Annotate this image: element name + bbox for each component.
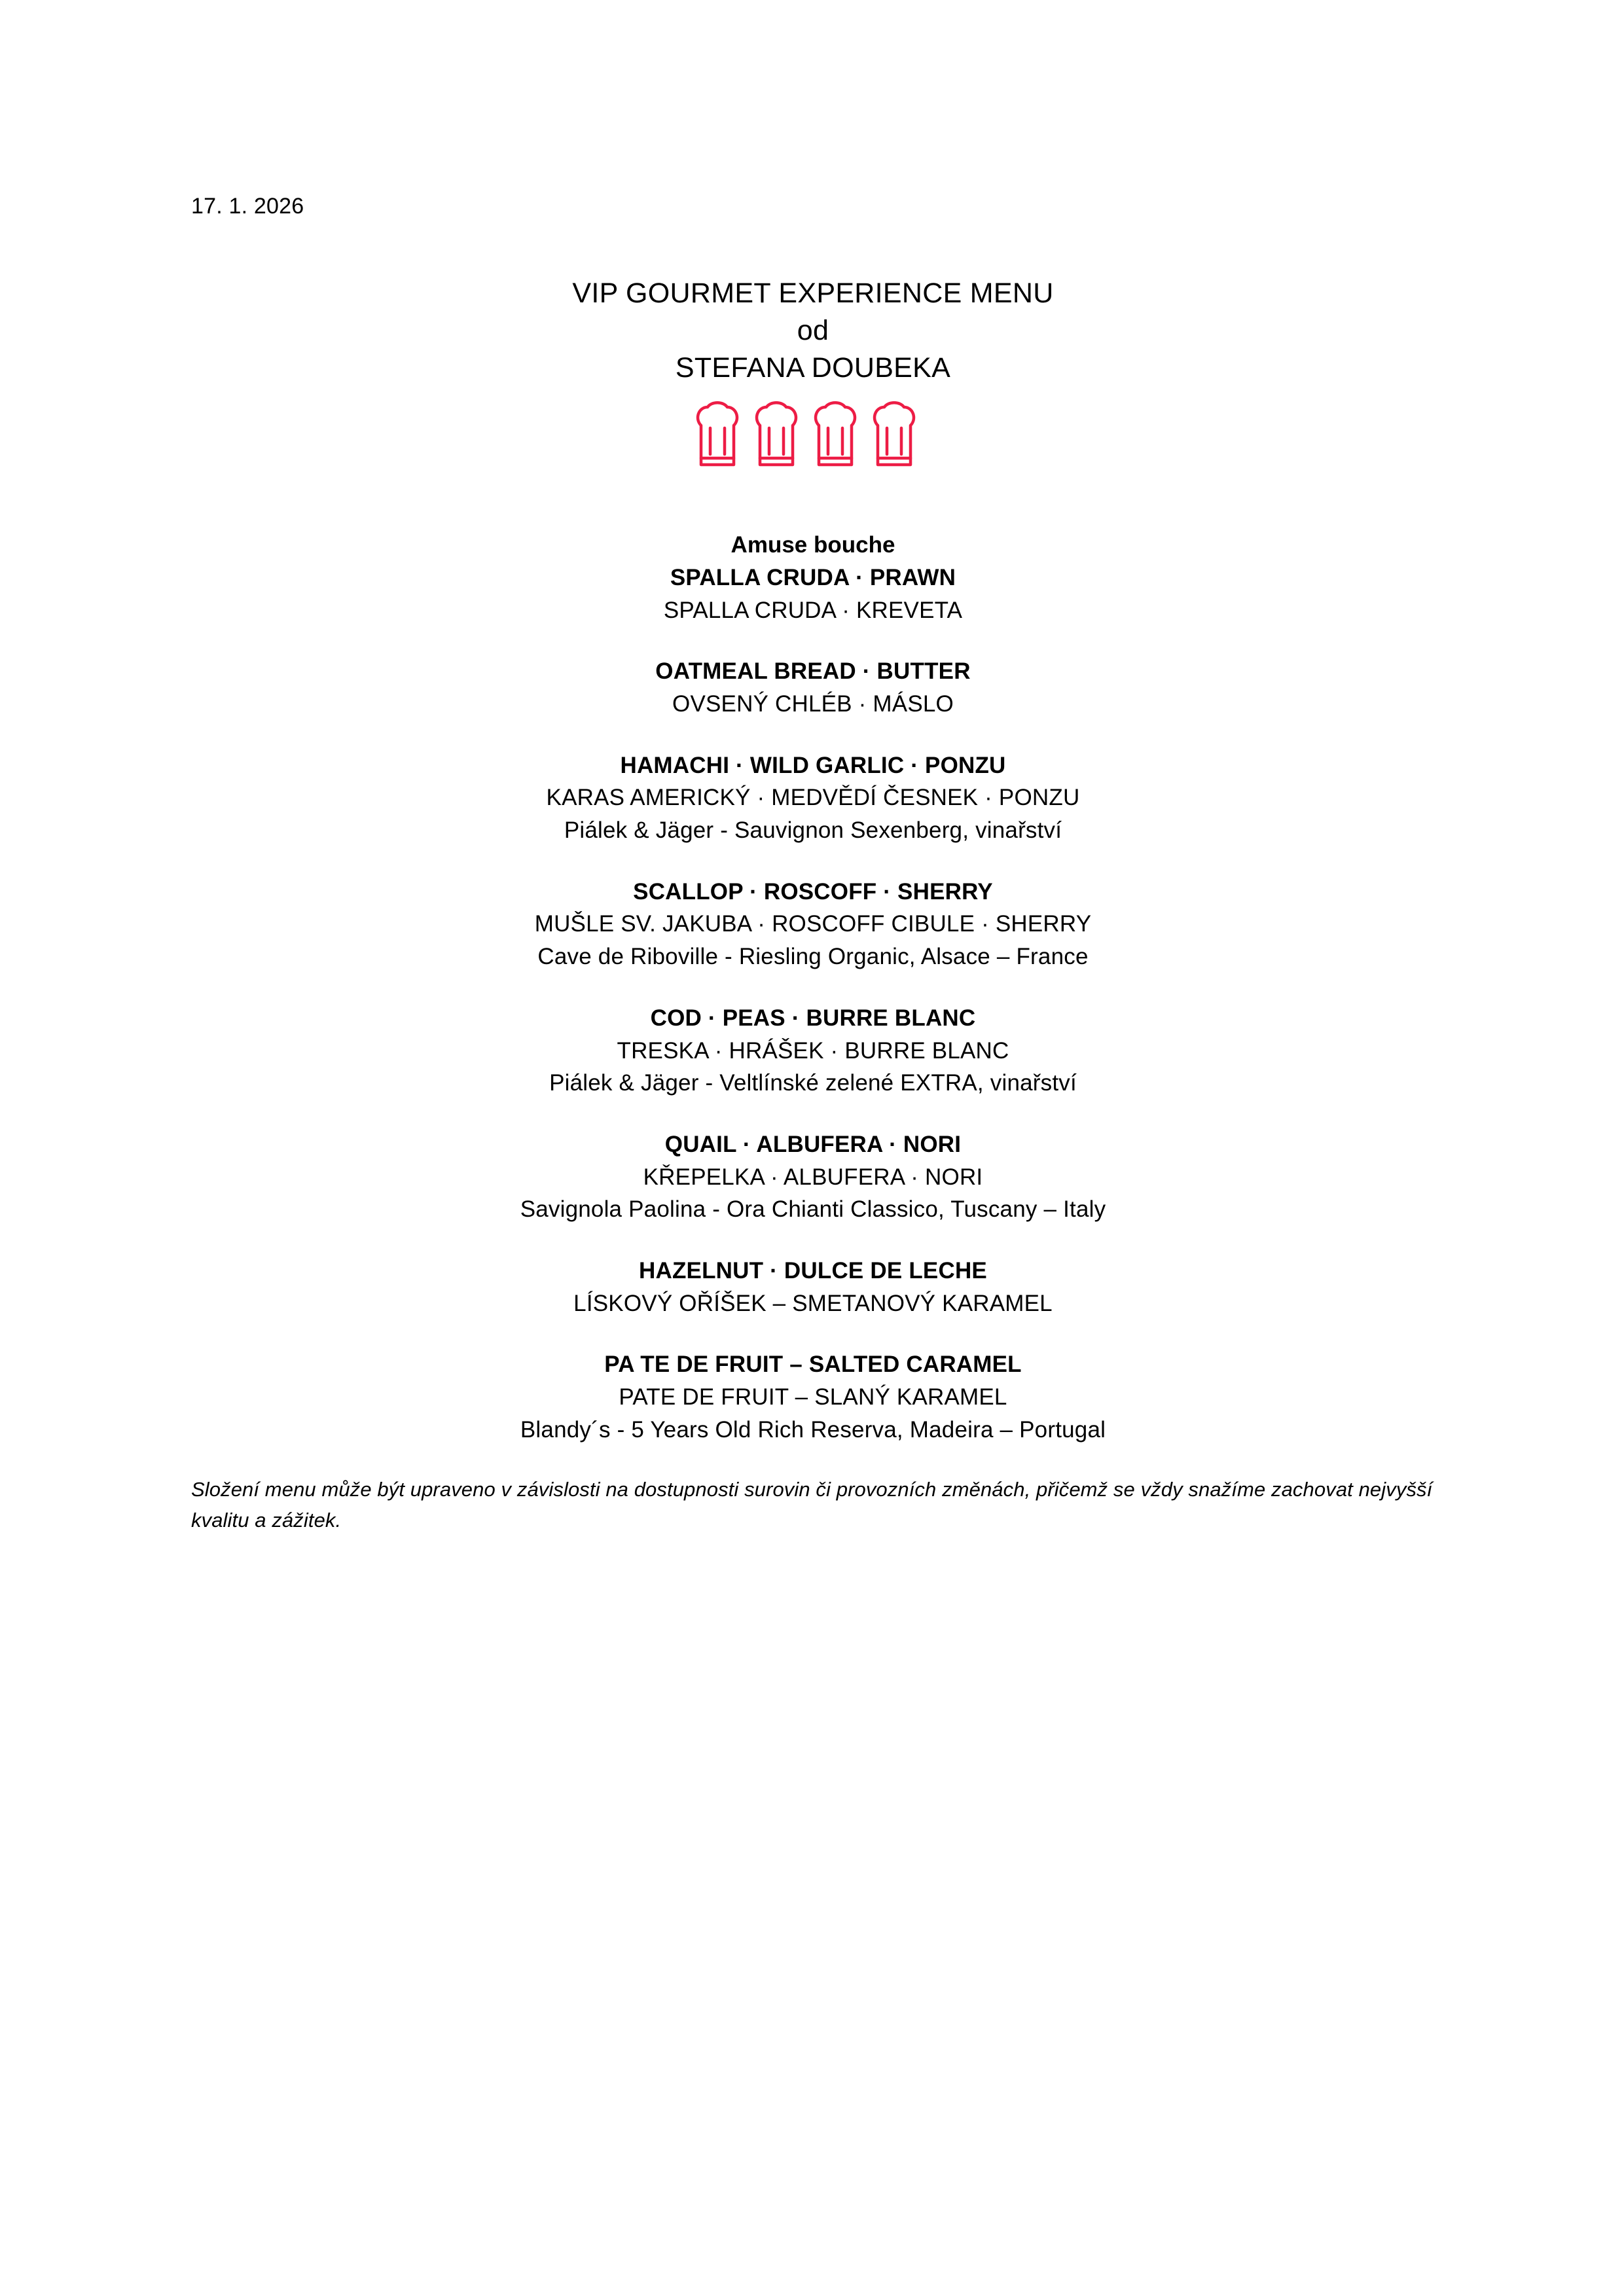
- course-wine-pairing: Blandy´s - 5 Years Old Rich Reserva, Madeira – Portugal: [520, 1416, 1106, 1443]
- document-title: [191, 275, 1435, 386]
- course-title-cz: LÍSKOVÝ OŘÍŠEK – SMETANOVÝ KARAMEL: [573, 1290, 1053, 1316]
- course-title-cz: PATE DE FRUIT – SLANÝ KARAMEL: [619, 1384, 1007, 1410]
- course-title-cz: KŘEPELKA · ALBUFERA · NORI: [643, 1164, 983, 1190]
- course-title-en: SCALLOP · ROSCOFF · SHERRY: [633, 878, 993, 905]
- course-title-en: HAZELNUT · DULCE DE LECHE: [639, 1257, 987, 1283]
- course-title-cz: TRESKA · HRÁŠEK · BURRE BLANC: [617, 1037, 1009, 1064]
- course-title-en: SPALLA CRUDA · PRAWN: [670, 564, 956, 590]
- course-wine-pairing: Piálek & Jäger - Sauvignon Sexenberg, vinařství: [564, 817, 1062, 844]
- course-item: [191, 529, 1435, 626]
- course-item: [191, 1348, 1435, 1446]
- course-item: [191, 1002, 1435, 1100]
- course-wine-pairing: Savignola Paolina - Ora Chianti Classico, Tuscany – Italy: [520, 1196, 1106, 1223]
- document-date: 17. 1. 2026: [191, 194, 304, 219]
- title-line-1: VIP GOURMET EXPERIENCE MENU: [572, 278, 1054, 309]
- title-line-3: STEFANA DOUBEKA: [675, 351, 951, 384]
- course-title-en: HAMACHI · WILD GARLIC · PONZU: [620, 752, 1006, 778]
- course-item: [191, 749, 1435, 847]
- course-title-cz: MUŠLE SV. JAKUBA · ROSCOFF CIBULE · SHERRY: [534, 911, 1092, 937]
- course-title-cz: OVSENÝ CHLÉB · MÁSLO: [672, 691, 954, 717]
- course-wine-pairing: Piálek & Jäger - Veltlínské zelené EXTRA, vinařství: [549, 1070, 1077, 1096]
- course-list: [191, 529, 1435, 1446]
- course-title-en: QUAIL · ALBUFERA · NORI: [664, 1131, 962, 1157]
- title-line-2: od: [797, 314, 829, 346]
- course-item: [191, 876, 1435, 973]
- course-wine-pairing: Cave de Riboville - Riesling Organic, Alsace – France: [537, 944, 1089, 970]
- course-item: [191, 655, 1435, 720]
- course-item: [191, 1128, 1435, 1226]
- course-item: [191, 1255, 1435, 1319]
- menu-disclaimer: Složení menu může být upraveno v závislosti na dostupnosti surovin či provozních změnách, přičemž se vždy snažíme zachovat nejvyšší kvalitu a zážitek.: [191, 1478, 1433, 1532]
- course-title-en: OATMEAL BREAD · BUTTER: [655, 658, 971, 685]
- course-title-cz: SPALLA CRUDA · KREVETA: [663, 597, 963, 623]
- chef-hat-icon-group: [191, 398, 1435, 483]
- amuse-bouche-label: Amuse bouche: [731, 532, 895, 558]
- document-body: [191, 275, 1435, 1535]
- course-title-cz: KARAS AMERICKÝ · MEDVĚDÍ ČESNEK · PONZU: [546, 785, 1080, 811]
- chef-hat-icon: [692, 398, 934, 480]
- course-title-en: COD · PEAS · BURRE BLANC: [650, 1005, 976, 1031]
- course-title-en: PA TE DE FRUIT – SALTED CARAMEL: [604, 1352, 1022, 1378]
